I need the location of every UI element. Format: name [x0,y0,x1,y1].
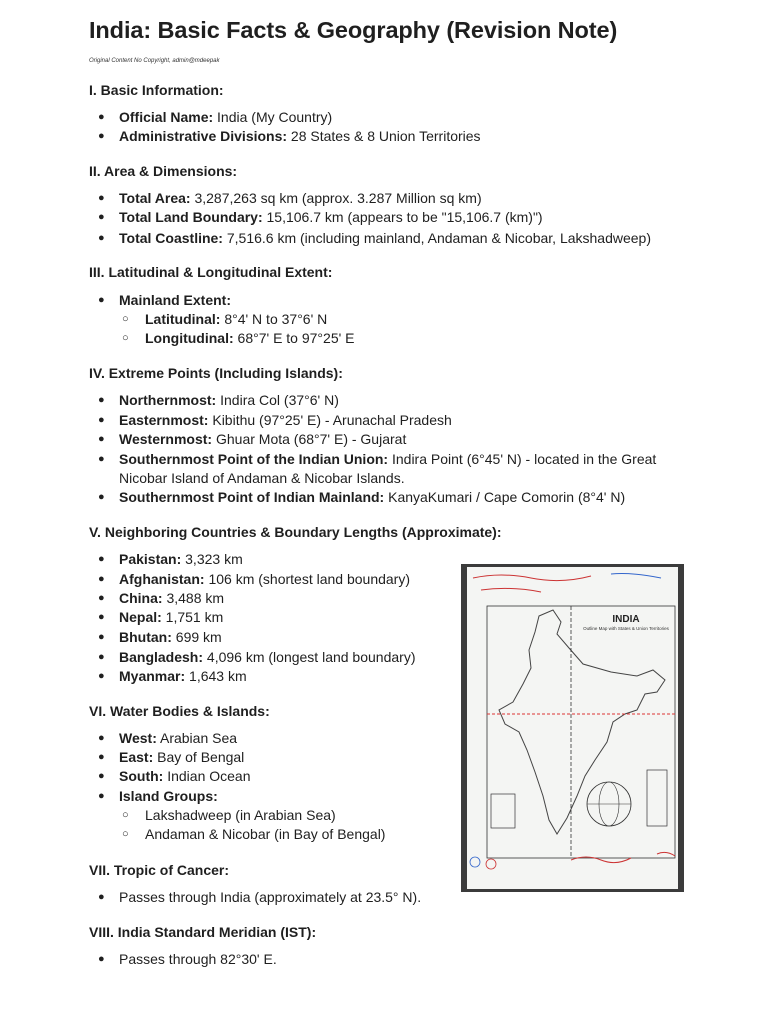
bullet-icon: ● [98,491,105,503]
map-title: INDIA [612,614,640,625]
bullet-icon: ● [98,414,105,426]
bullet-icon: ● [98,651,105,663]
hollow-bullet-icon: ○ [122,332,129,344]
section-heading-extreme-points: IV. Extreme Points (Including Islands): [89,365,343,381]
list-item: ● Pakistan: 3,323 km [98,551,243,567]
list-item: ● Island Groups: [98,788,218,804]
bullet-icon: ● [98,751,105,763]
list-item: ● Total Land Boundary: 15,106.7 km (appears to be "15,106.7 (km)") [98,209,543,225]
hollow-bullet-icon: ○ [122,313,129,325]
section-heading-tropic-of-cancer: VII. Tropic of Cancer: [89,862,230,878]
bullet-icon: ● [98,394,105,406]
list-item: ● Mainland Extent: [98,292,232,308]
list-item: ● Passes through 82°30' E. [98,951,277,967]
paper-sheet [467,567,678,889]
india-outline-map-drawing [461,564,684,892]
bullet-icon: ● [98,891,105,903]
bullet-icon: ● [98,211,105,223]
list-item: ● Nepal: 1,751 km [98,609,224,625]
list-item: ● Official Name: India (My Country) [98,109,333,125]
sub-list-item: ○ Lakshadweep (in Arabian Sea) [122,807,336,823]
list-item: ● Easternmost: Kibithu (97°25' E) - Arunachal Pradesh [98,412,452,428]
bullet-icon: ● [98,111,105,123]
list-item: ● Westernmost: Ghuar Mota (68°7' E) - Gujarat [98,431,407,447]
list-item: ● Passes through India (approximately at 23.5° N). [98,889,422,905]
copyright-note: Original Content No Copyright, admin@mdeepak [89,58,220,64]
bullet-icon: ● [98,453,105,465]
bullet-icon: ● [98,770,105,782]
list-item: ● Total Coastline: 7,516.6 km (including mainland, Andaman & Nicobar, Lakshadweep) [98,230,652,246]
bullet-icon: ● [98,611,105,623]
list-item: ● Afghanistan: 106 km (shortest land boundary) [98,571,411,587]
bullet-icon: ● [98,790,105,802]
list-item: ● Northernmost: Indira Col (37°6' N) [98,392,339,408]
section-heading-extent: III. Latitudinal & Longitudinal Extent: [89,264,333,280]
list-item: ● China: 3,488 km [98,590,225,606]
hollow-bullet-icon: ○ [122,809,129,821]
list-item: ● Southernmost Point of the Indian Union: Indira Point (6°45' N) - located in the Great Nicobar Island of Andaman & Nicobar Islands. [98,451,657,486]
section-heading-neighboring-countries: V. Neighboring Countries & Boundary Lengths (Approximate): [89,524,502,540]
sub-list-item: ○ Longitudinal: 68°7' E to 97°25' E [122,330,355,346]
list-item: ● Administrative Divisions: 28 States & 8 Union Territories [98,128,481,144]
bullet-icon: ● [98,553,105,565]
list-item: ● Myanmar: 1,643 km [98,668,247,684]
list-item: ● South: Indian Ocean [98,768,251,784]
sub-list-item: ○ Latitudinal: 8°4' N to 37°6' N [122,311,328,327]
bullet-icon: ● [98,130,105,142]
hollow-bullet-icon: ○ [122,828,129,840]
section-heading-basic-information: I. Basic Information: [89,82,224,98]
india-map-photo [461,564,684,892]
map-subtitle: Outline Map with States & Union Territories [583,626,669,631]
bullet-icon: ● [98,732,105,744]
bullet-icon: ● [98,670,105,682]
list-item: ● Bhutan: 699 km [98,629,222,645]
list-item: ● Bangladesh: 4,096 km (longest land boundary) [98,649,416,665]
bullet-icon: ● [98,631,105,643]
bullet-icon: ● [98,294,105,306]
list-item: ● West: Arabian Sea [98,730,238,746]
bullet-icon: ● [98,232,105,244]
bullet-icon: ● [98,953,105,965]
sub-list-item: ○ Andaman & Nicobar (in Bay of Bengal) [122,826,386,842]
bullet-icon: ● [98,192,105,204]
list-item: ● East: Bay of Bengal [98,749,245,765]
section-heading-water-bodies: VI. Water Bodies & Islands: [89,703,270,719]
section-heading-standard-meridian: VIII. India Standard Meridian (IST): [89,924,317,940]
bullet-icon: ● [98,573,105,585]
page-title: India: Basic Facts & Geography (Revision Note) [89,17,618,43]
list-item: ● Total Area: 3,287,263 sq km (approx. 3.287 Million sq km) [98,190,482,206]
bullet-icon: ● [98,433,105,445]
section-heading-area-dimensions: II. Area & Dimensions: [89,163,238,179]
list-item: ● Southernmost Point of Indian Mainland: KanyaKumari / Cape Comorin (8°4' N) [98,489,626,505]
bullet-icon: ● [98,592,105,604]
